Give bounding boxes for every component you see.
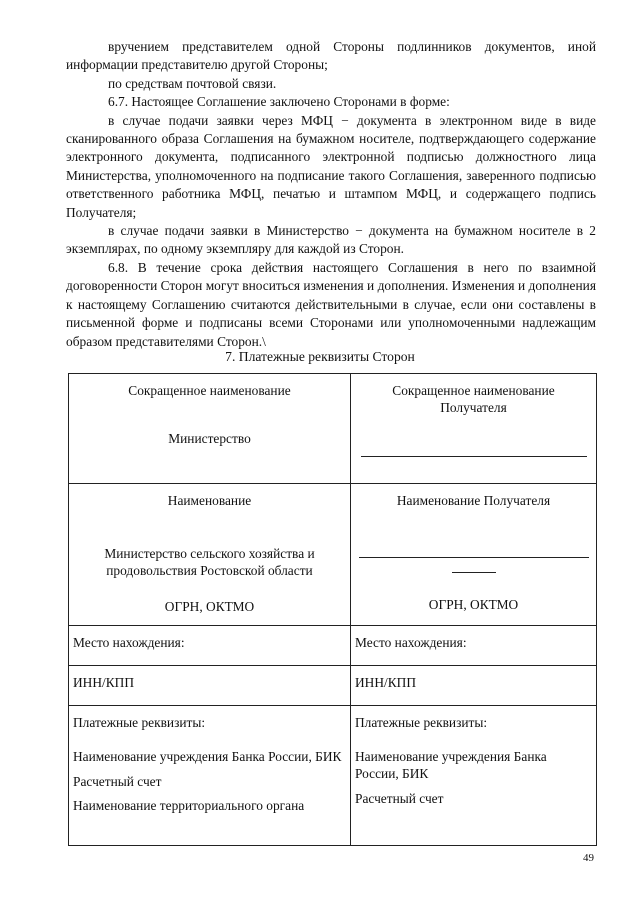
full-name-header-left: Наименование: [167, 493, 252, 508]
short-name-value-left: Министерство: [168, 431, 251, 446]
payment-details-table: [68, 373, 597, 846]
cell-ministry-short-name: [69, 374, 351, 484]
table-row-full-name: [69, 484, 597, 626]
page-number: 49: [583, 852, 594, 864]
bank-name-left: Наименование учреждения Банка России, БИК: [73, 749, 342, 764]
cell-recipient-short-name: [351, 374, 597, 484]
table-row-payment: [69, 706, 597, 846]
table-row-short-name: [69, 374, 597, 484]
full-name-header-right: Наименование Получателя: [396, 493, 551, 508]
cell-location-right: Место нахождения:: [351, 626, 597, 666]
short-name-header-right: Сокращенное наименование Получателя: [392, 383, 555, 415]
cell-inn-left: ИНН/КПП: [69, 666, 351, 706]
cell-recipient-full-name: [351, 484, 597, 626]
paragraph-ministry: в случае подачи заявки в Министерство − документа на бумажном носителе в 2 экземплярах, по одному экземпляру для каждой из Сторон.: [66, 223, 596, 257]
territorial-body-left: Наименование территориального органа: [73, 798, 305, 813]
cell-payment-left: [69, 706, 351, 846]
cell-payment-right: [351, 706, 597, 846]
cell-inn-right: ИНН/КПП: [351, 666, 597, 706]
account-left: Расчетный счет: [73, 774, 162, 789]
recipient-short-name-blank: [361, 456, 587, 457]
full-name-value-left: Министерство сельского хозяйства и продовольствия Ростовской области: [104, 546, 315, 578]
cell-ministry-full-name: [69, 484, 351, 626]
codes-right: ОГРН, ОКТМО: [428, 597, 519, 612]
account-right: Расчетный счет: [355, 791, 444, 806]
section-title: 7. Платежные реквизиты Сторон: [225, 349, 415, 364]
paragraph-postal: по средствам почтовой связи.: [108, 75, 277, 91]
cell-location-left: Место нахождения:: [69, 626, 351, 666]
payment-header-right: Платежные реквизиты:: [355, 715, 488, 730]
paragraph-6-8: 6.8. В течение срока действия настоящего Соглашения в него по взаимной договоренности Сторон могут вноситься изменения и дополнения. Изменения и дополнения к настоящему Соглашению считаются действительными в случае, если они составлены в письменной форме и подписаны всеми Сторонами или уполномоченными надлежащим образом представителями Сторон.\: [66, 259, 596, 349]
paragraph-6-7: 6.7. Настоящее Соглашение заключено Сторонами в форме:: [108, 94, 450, 110]
bank-name-right: Наименование учреждения Банка России, БИК: [355, 749, 547, 781]
table-row-inn-kpp: [69, 666, 597, 706]
payment-header-left: Платежные реквизиты:: [73, 715, 206, 730]
paragraph-mfc: в случае подачи заявки через МФЦ − документа в электронном виде в виде сканированного образа Соглашения на бумажном носителе, подтверждающего содержание электронного документа, подписанного электронной подписью должностного лица Министерства, уполномоченного на подписание такого Соглашения, заверенного подписью ответственного работника МФЦ, печатью и штампом МФЦ, и содержащего подпись Получателя;: [66, 112, 596, 220]
codes-left: ОГРН, ОКТМО: [164, 599, 255, 614]
table-row-location: [69, 626, 597, 666]
short-name-header-left: Сокращенное наименование: [128, 383, 291, 398]
paragraph-delivery-in-person: вручением представителем одной Стороны подлинников документов, иной информации представителю другой Стороны;: [66, 39, 596, 73]
body-text: [66, 38, 596, 351]
